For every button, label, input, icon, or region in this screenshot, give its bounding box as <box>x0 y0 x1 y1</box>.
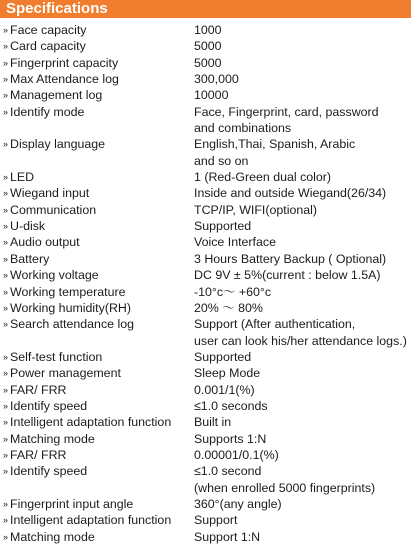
bullet-icon: » <box>3 400 9 411</box>
spec-label <box>3 234 80 250</box>
spec-label-text: Matching mode <box>10 431 95 446</box>
spec-row <box>0 496 411 512</box>
spec-label <box>3 529 95 545</box>
spec-value-line: Built in <box>194 415 232 430</box>
spec-row <box>0 349 411 365</box>
spec-label <box>3 365 121 381</box>
spec-value-line: 300,000 <box>194 72 239 87</box>
spec-row <box>0 104 411 137</box>
spec-label <box>3 251 49 267</box>
spec-value <box>194 284 409 300</box>
spec-label-text: Card capacity <box>10 39 86 54</box>
spec-value <box>194 22 409 38</box>
spec-label-text: Fingerprint input angle <box>10 496 134 511</box>
spec-row <box>0 234 411 250</box>
spec-label-text: Wiegand input <box>10 186 90 201</box>
spec-row <box>0 38 411 54</box>
bullet-icon: » <box>3 253 9 264</box>
spec-label-text: Power management <box>10 366 121 381</box>
spec-row <box>0 316 411 349</box>
spec-label-text: Battery <box>10 251 50 266</box>
spec-value-line: Face, Fingerprint, card, password <box>194 104 379 119</box>
spec-value <box>194 463 409 496</box>
spec-value-line: Support 1:N <box>194 529 261 544</box>
spec-label <box>3 398 87 414</box>
spec-label-text: Self-test function <box>10 349 103 364</box>
spec-value <box>194 185 409 201</box>
spec-label <box>3 463 87 479</box>
spec-label-text: Fingerprint capacity <box>10 55 119 70</box>
spec-value-line: 360°(any angle) <box>194 496 282 511</box>
spec-label-text: Search attendance log <box>10 317 135 332</box>
spec-row <box>0 529 411 545</box>
spec-value-line: Supported <box>194 349 252 364</box>
spec-value-line: ≤1.0 second <box>194 464 262 479</box>
bullet-icon: » <box>3 302 9 313</box>
spec-label <box>3 71 119 87</box>
bullet-icon: » <box>3 449 9 460</box>
spec-label <box>3 22 86 38</box>
spec-value <box>194 71 409 87</box>
spec-value <box>194 382 409 398</box>
bullet-icon: » <box>3 204 9 215</box>
spec-value-continuation: (when enrolled 5000 fingerprints) <box>194 480 376 495</box>
bullet-icon: » <box>3 433 9 444</box>
bullet-icon: » <box>3 270 9 281</box>
spec-value-continuation: user can look his/her attendance logs.) <box>194 333 407 348</box>
spec-label-text: Identify mode <box>10 104 85 119</box>
bullet-icon: » <box>3 74 9 85</box>
spec-value <box>194 169 409 185</box>
bullet-icon: » <box>3 25 9 35</box>
spec-row <box>0 202 411 218</box>
spec-value <box>194 316 409 349</box>
spec-label-text: Display language <box>10 137 106 152</box>
spec-label <box>3 267 99 283</box>
bullet-icon: » <box>3 351 9 362</box>
page-title: Specifications <box>6 0 108 17</box>
spec-label <box>3 300 131 316</box>
spec-value <box>194 218 409 234</box>
bullet-icon: » <box>3 221 9 232</box>
spec-label-text: Face capacity <box>10 23 87 37</box>
spec-value-line: Inside and outside Wiegand(26/34) <box>194 186 387 201</box>
bullet-icon: » <box>3 106 9 117</box>
spec-value-continuation: and combinations <box>194 121 292 136</box>
bullet-icon: » <box>3 515 9 526</box>
spec-row <box>0 218 411 234</box>
spec-value <box>194 300 409 316</box>
spec-row <box>0 267 411 283</box>
spec-label <box>3 136 105 152</box>
spec-value <box>194 447 409 463</box>
spec-value <box>194 349 409 365</box>
spec-value-line: 0.001/1(%) <box>194 382 255 397</box>
spec-label <box>3 87 102 103</box>
spec-label <box>3 104 84 120</box>
spec-value <box>194 365 409 381</box>
spec-row <box>0 447 411 463</box>
spec-value-line: Supports 1:N <box>194 431 267 446</box>
spec-value <box>194 267 409 283</box>
spec-row <box>0 382 411 398</box>
spec-value <box>194 512 409 528</box>
spec-row <box>0 87 411 103</box>
spec-row <box>0 185 411 201</box>
spec-value <box>194 398 409 414</box>
spec-label-text: Identify speed <box>10 398 88 413</box>
spec-value-line: 10000 <box>194 88 229 103</box>
spec-value-line: 1000 <box>194 23 222 37</box>
spec-value-line: Support <box>194 513 238 528</box>
spec-label <box>3 218 45 234</box>
bullet-icon: » <box>3 237 9 248</box>
spec-label <box>3 512 171 528</box>
spec-label-text: LED <box>10 170 35 185</box>
spec-label <box>3 431 95 447</box>
spec-value-continuation: and so on <box>194 153 249 168</box>
spec-label-text: Matching mode <box>10 529 95 544</box>
spec-label-text: Working voltage <box>10 268 99 283</box>
spec-label-text: Working humidity(RH) <box>10 300 131 315</box>
spec-label-text: Working temperature <box>10 284 126 299</box>
spec-row <box>0 463 411 496</box>
spec-value <box>194 251 409 267</box>
spec-value <box>194 431 409 447</box>
spec-label <box>3 55 118 71</box>
spec-value <box>194 234 409 250</box>
spec-value-line: 5000 <box>194 55 222 70</box>
spec-value <box>194 496 409 512</box>
bullet-icon: » <box>3 319 9 330</box>
spec-label-text: U-disk <box>10 219 46 234</box>
spec-label-text: Management log <box>10 88 103 103</box>
spec-value <box>194 87 409 103</box>
spec-value-line: Supported <box>194 219 252 234</box>
spec-value <box>194 38 409 54</box>
bullet-icon: » <box>3 41 9 52</box>
spec-label <box>3 169 34 185</box>
spec-label-text: Communication <box>10 202 97 217</box>
spec-label-text: Intelligent adaptation function <box>10 513 172 528</box>
spec-label <box>3 382 66 398</box>
bullet-icon: » <box>3 188 9 199</box>
spec-value-line: Support (After authentication, <box>194 317 356 332</box>
spec-label <box>3 38 86 54</box>
spec-value-line: 0.00001/0.1(%) <box>194 447 279 462</box>
spec-row <box>0 300 411 316</box>
spec-row <box>0 431 411 447</box>
spec-value-line: 20% ～ 80% <box>194 300 263 315</box>
spec-value <box>194 529 409 545</box>
spec-value <box>194 104 409 137</box>
bullet-icon: » <box>3 531 9 542</box>
spec-value-line: Voice Interface <box>194 235 276 250</box>
spec-value-line: 3 Hours Battery Backup ( Optional) <box>194 251 387 266</box>
spec-label <box>3 316 134 332</box>
spec-label-text: Intelligent adaptation function <box>10 415 172 430</box>
spec-label-text: Max Attendance log <box>10 72 119 87</box>
spec-label <box>3 185 89 201</box>
bullet-icon: » <box>3 57 9 68</box>
spec-label-text: Audio output <box>10 235 80 250</box>
spec-row <box>0 136 411 169</box>
spec-value <box>194 136 409 169</box>
spec-label <box>3 284 125 300</box>
spec-row <box>0 398 411 414</box>
spec-label-text: FAR/ FRR <box>10 382 67 397</box>
spec-label <box>3 202 96 218</box>
bullet-icon: » <box>3 368 9 379</box>
spec-value-line: ≤1.0 seconds <box>194 398 268 413</box>
bullet-icon: » <box>3 466 9 477</box>
spec-label <box>3 414 171 430</box>
bullet-icon: » <box>3 139 9 150</box>
spec-row <box>0 55 411 71</box>
spec-row <box>0 251 411 267</box>
spec-label <box>3 496 133 512</box>
spec-value-line: -10°c～ +60°c <box>194 284 272 299</box>
spec-label <box>3 349 102 365</box>
spec-row <box>0 169 411 185</box>
spec-value-line: Sleep Mode <box>194 366 261 381</box>
spec-value <box>194 414 409 430</box>
bullet-icon: » <box>3 90 9 101</box>
spec-row <box>0 414 411 430</box>
spec-label-text: FAR/ FRR <box>10 447 67 462</box>
spec-value <box>194 202 409 218</box>
spec-row <box>0 22 411 38</box>
spec-value-line: 5000 <box>194 39 222 54</box>
specifications-header <box>0 0 411 18</box>
spec-row <box>0 512 411 528</box>
spec-row <box>0 284 411 300</box>
spec-value <box>194 55 409 71</box>
bullet-icon: » <box>3 172 9 183</box>
spec-value-line: TCP/IP, WIFI(optional) <box>194 202 318 217</box>
spec-row <box>0 71 411 87</box>
bullet-icon: » <box>3 384 9 395</box>
bullet-icon: » <box>3 286 9 297</box>
bullet-icon: » <box>3 498 9 509</box>
spec-label-text: Identify speed <box>10 464 88 479</box>
specifications-table <box>0 22 411 545</box>
spec-value-line: DC 9V ± 5%(current : below 1.5A) <box>194 268 381 283</box>
spec-value-line: English,Thai, Spanish, Arabic <box>194 137 356 152</box>
spec-value-line: 1 (Red-Green dual color) <box>194 170 332 185</box>
spec-row <box>0 365 411 381</box>
bullet-icon: » <box>3 417 9 428</box>
spec-label <box>3 447 66 463</box>
